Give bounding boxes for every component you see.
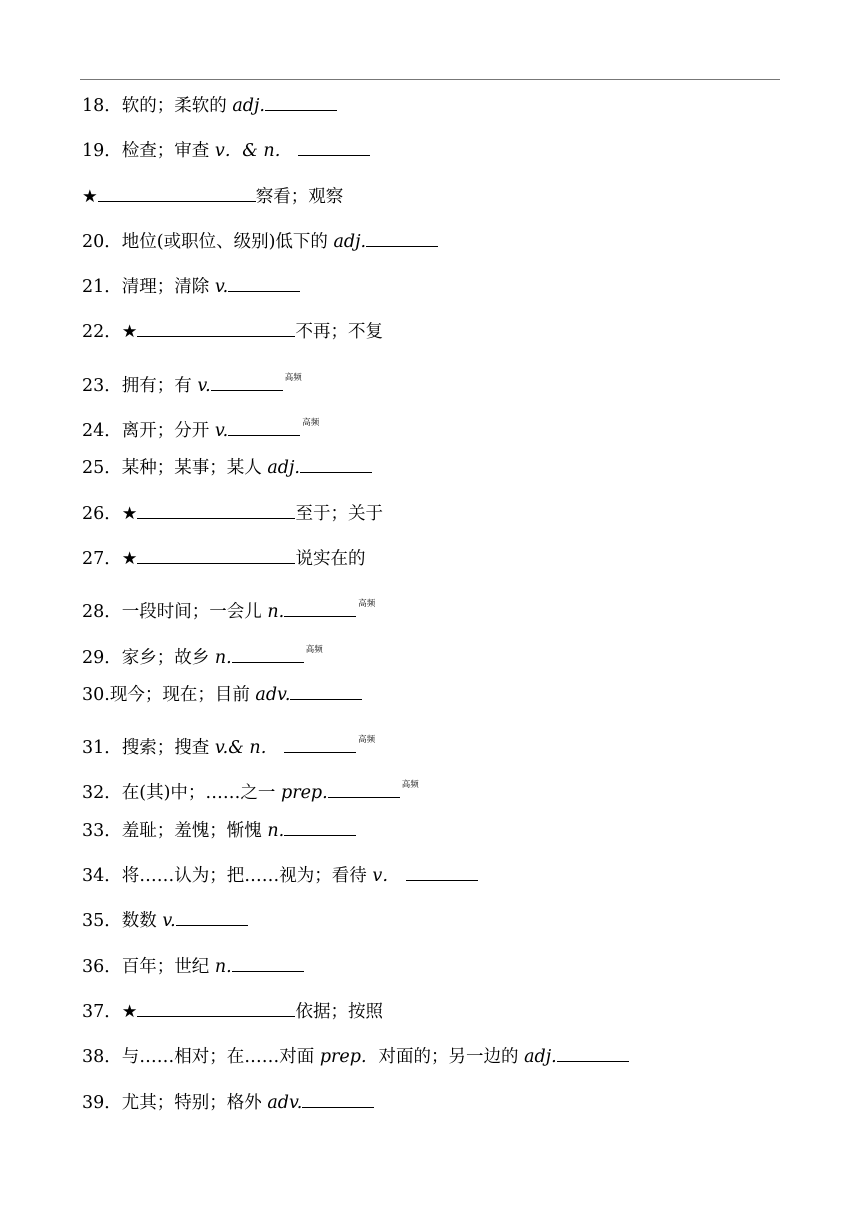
answer-blank[interactable] xyxy=(211,372,283,391)
part-of-speech: adv. xyxy=(267,1092,303,1113)
item-number: 27． xyxy=(82,548,122,569)
answer-blank[interactable] xyxy=(300,454,372,473)
frequency-tag: 高频 xyxy=(358,735,376,746)
answer-blank[interactable] xyxy=(557,1043,629,1062)
part-of-speech: v. xyxy=(162,911,176,932)
vocabulary-list xyxy=(82,91,802,1133)
list-item xyxy=(82,906,802,951)
item-meaning: 软的；柔软的 xyxy=(121,96,233,116)
item-meaning: 不再；不复 xyxy=(295,322,383,343)
answer-blank[interactable] xyxy=(98,183,256,202)
item-meaning: 与……相对；在……对面 xyxy=(121,1047,320,1068)
item-meaning: 检查；审查 xyxy=(121,141,215,162)
answer-blank[interactable] xyxy=(302,1089,374,1108)
star-icon: ★ xyxy=(121,322,138,343)
answer-blank[interactable] xyxy=(284,598,356,617)
item-number: 19． xyxy=(82,141,122,162)
part-of-speech: adj. xyxy=(232,96,265,116)
frequency-tag: 高频 xyxy=(401,780,419,791)
frequency-tag: 高频 xyxy=(284,372,302,383)
answer-blank[interactable] xyxy=(366,228,438,247)
item-meaning: 依据；按照 xyxy=(295,1001,383,1022)
item-meaning: 离开；分开 xyxy=(121,421,215,442)
item-number: 20． xyxy=(82,231,122,252)
item-meaning: 现今；现在；目前 xyxy=(109,684,256,705)
item-meaning: 地位(或职位、级别)低下的 xyxy=(121,231,334,252)
item-meaning: 在(其)中；……之一 xyxy=(121,783,281,804)
star-icon: ★ xyxy=(121,548,138,569)
item-meaning: 某种；某事；某人 xyxy=(121,458,268,479)
item-meaning: 搜索；搜查 xyxy=(121,738,215,759)
list-item xyxy=(82,272,802,317)
list-item xyxy=(82,589,802,634)
item-number: 29． xyxy=(82,647,122,668)
part-of-speech: n. xyxy=(267,602,285,623)
list-item xyxy=(82,1042,802,1087)
item-meaning: 家乡；故乡 xyxy=(121,647,215,668)
item-number: 28． xyxy=(82,602,122,623)
answer-blank[interactable] xyxy=(328,779,400,798)
list-item xyxy=(82,861,802,906)
item-number: 18． xyxy=(82,96,122,116)
part-of-speech: v. xyxy=(214,421,229,442)
list-item xyxy=(82,227,802,272)
list-item xyxy=(82,725,802,770)
part-of-speech-secondary: adj. xyxy=(524,1047,557,1068)
item-number: 38． xyxy=(82,1047,122,1068)
item-meaning-secondary: 对面的；另一边的 xyxy=(378,1047,525,1068)
list-item xyxy=(82,91,802,136)
part-of-speech: prep. xyxy=(281,783,328,804)
item-number: 39． xyxy=(82,1092,122,1113)
item-meaning: 说实在的 xyxy=(295,548,366,569)
answer-blank[interactable] xyxy=(232,953,304,972)
item-meaning: 百年；世纪 xyxy=(121,956,215,977)
answer-blank[interactable] xyxy=(232,644,304,663)
answer-blank[interactable] xyxy=(137,545,295,564)
part-of-speech: adj. xyxy=(333,231,367,252)
item-meaning: 一段时间；一会儿 xyxy=(121,602,268,623)
item-number: 21． xyxy=(82,277,122,298)
item-number: 25． xyxy=(82,458,122,479)
item-meaning: 至于；关于 xyxy=(295,503,383,524)
list-item xyxy=(82,544,802,589)
answer-blank[interactable] xyxy=(290,681,362,700)
item-meaning: 羞耻；羞愧；惭愧 xyxy=(121,820,268,841)
part-of-speech: v.& n． xyxy=(214,738,279,759)
part-of-speech: v. xyxy=(197,375,211,396)
item-number: 36． xyxy=(82,956,122,977)
item-meaning: 察看；观察 xyxy=(255,186,344,207)
list-item xyxy=(82,1088,802,1133)
item-number: 22． xyxy=(82,322,122,343)
item-number: 33． xyxy=(82,820,122,841)
answer-blank[interactable] xyxy=(298,137,370,156)
header-rule xyxy=(80,79,780,80)
list-item xyxy=(82,499,802,544)
item-number: 37． xyxy=(82,1001,122,1022)
list-item xyxy=(82,635,802,680)
answer-blank[interactable] xyxy=(265,92,337,111)
item-number: 34． xyxy=(82,866,122,887)
part-of-speech: n. xyxy=(214,956,232,977)
part-of-speech: v. xyxy=(214,277,229,298)
frequency-tag: 高频 xyxy=(305,644,323,655)
list-item xyxy=(82,680,802,725)
answer-blank[interactable] xyxy=(137,998,295,1017)
part-of-speech: prep. xyxy=(319,1047,367,1068)
list-item xyxy=(82,997,802,1042)
list-item xyxy=(82,363,802,408)
item-meaning: 数数 xyxy=(121,911,163,932)
item-number: 35． xyxy=(82,911,122,932)
answer-blank[interactable] xyxy=(284,817,356,836)
part-of-speech: n. xyxy=(214,647,232,668)
star-icon: ★ xyxy=(82,186,98,207)
list-item xyxy=(82,408,802,453)
list-item xyxy=(82,182,802,227)
list-item xyxy=(82,317,802,362)
frequency-tag: 高频 xyxy=(358,599,376,610)
answer-blank[interactable] xyxy=(284,734,356,753)
part-of-speech: adj. xyxy=(267,458,300,479)
part-of-speech: v． xyxy=(372,866,400,887)
list-item xyxy=(82,136,802,181)
item-number: 23． xyxy=(82,375,122,396)
list-item xyxy=(82,453,802,498)
part-of-speech: adv. xyxy=(255,684,291,705)
item-meaning: 拥有；有 xyxy=(121,375,198,396)
frequency-tag: 高频 xyxy=(302,418,320,429)
item-number: 24． xyxy=(82,421,122,442)
item-number: 32． xyxy=(82,783,122,804)
list-item xyxy=(82,816,802,861)
item-meaning: 将……认为；把……视为；看待 xyxy=(121,866,373,887)
answer-blank[interactable] xyxy=(176,907,248,926)
answer-blank[interactable] xyxy=(228,273,300,292)
item-meaning: 清理；清除 xyxy=(121,277,215,298)
part-of-speech: v．& n． xyxy=(214,141,293,162)
star-icon: ★ xyxy=(121,503,138,524)
item-meaning: 尤其；特别；格外 xyxy=(121,1092,268,1113)
answer-blank[interactable] xyxy=(137,500,295,519)
item-number: 26． xyxy=(82,503,122,524)
item-number: 31． xyxy=(82,738,122,759)
star-icon: ★ xyxy=(121,1001,138,1022)
part-of-speech: n. xyxy=(267,820,285,841)
answer-blank[interactable] xyxy=(137,318,295,337)
list-item xyxy=(82,770,802,815)
item-number: 30. xyxy=(82,684,110,705)
answer-blank[interactable] xyxy=(406,862,478,881)
list-item xyxy=(82,952,802,997)
answer-blank[interactable] xyxy=(228,417,300,436)
